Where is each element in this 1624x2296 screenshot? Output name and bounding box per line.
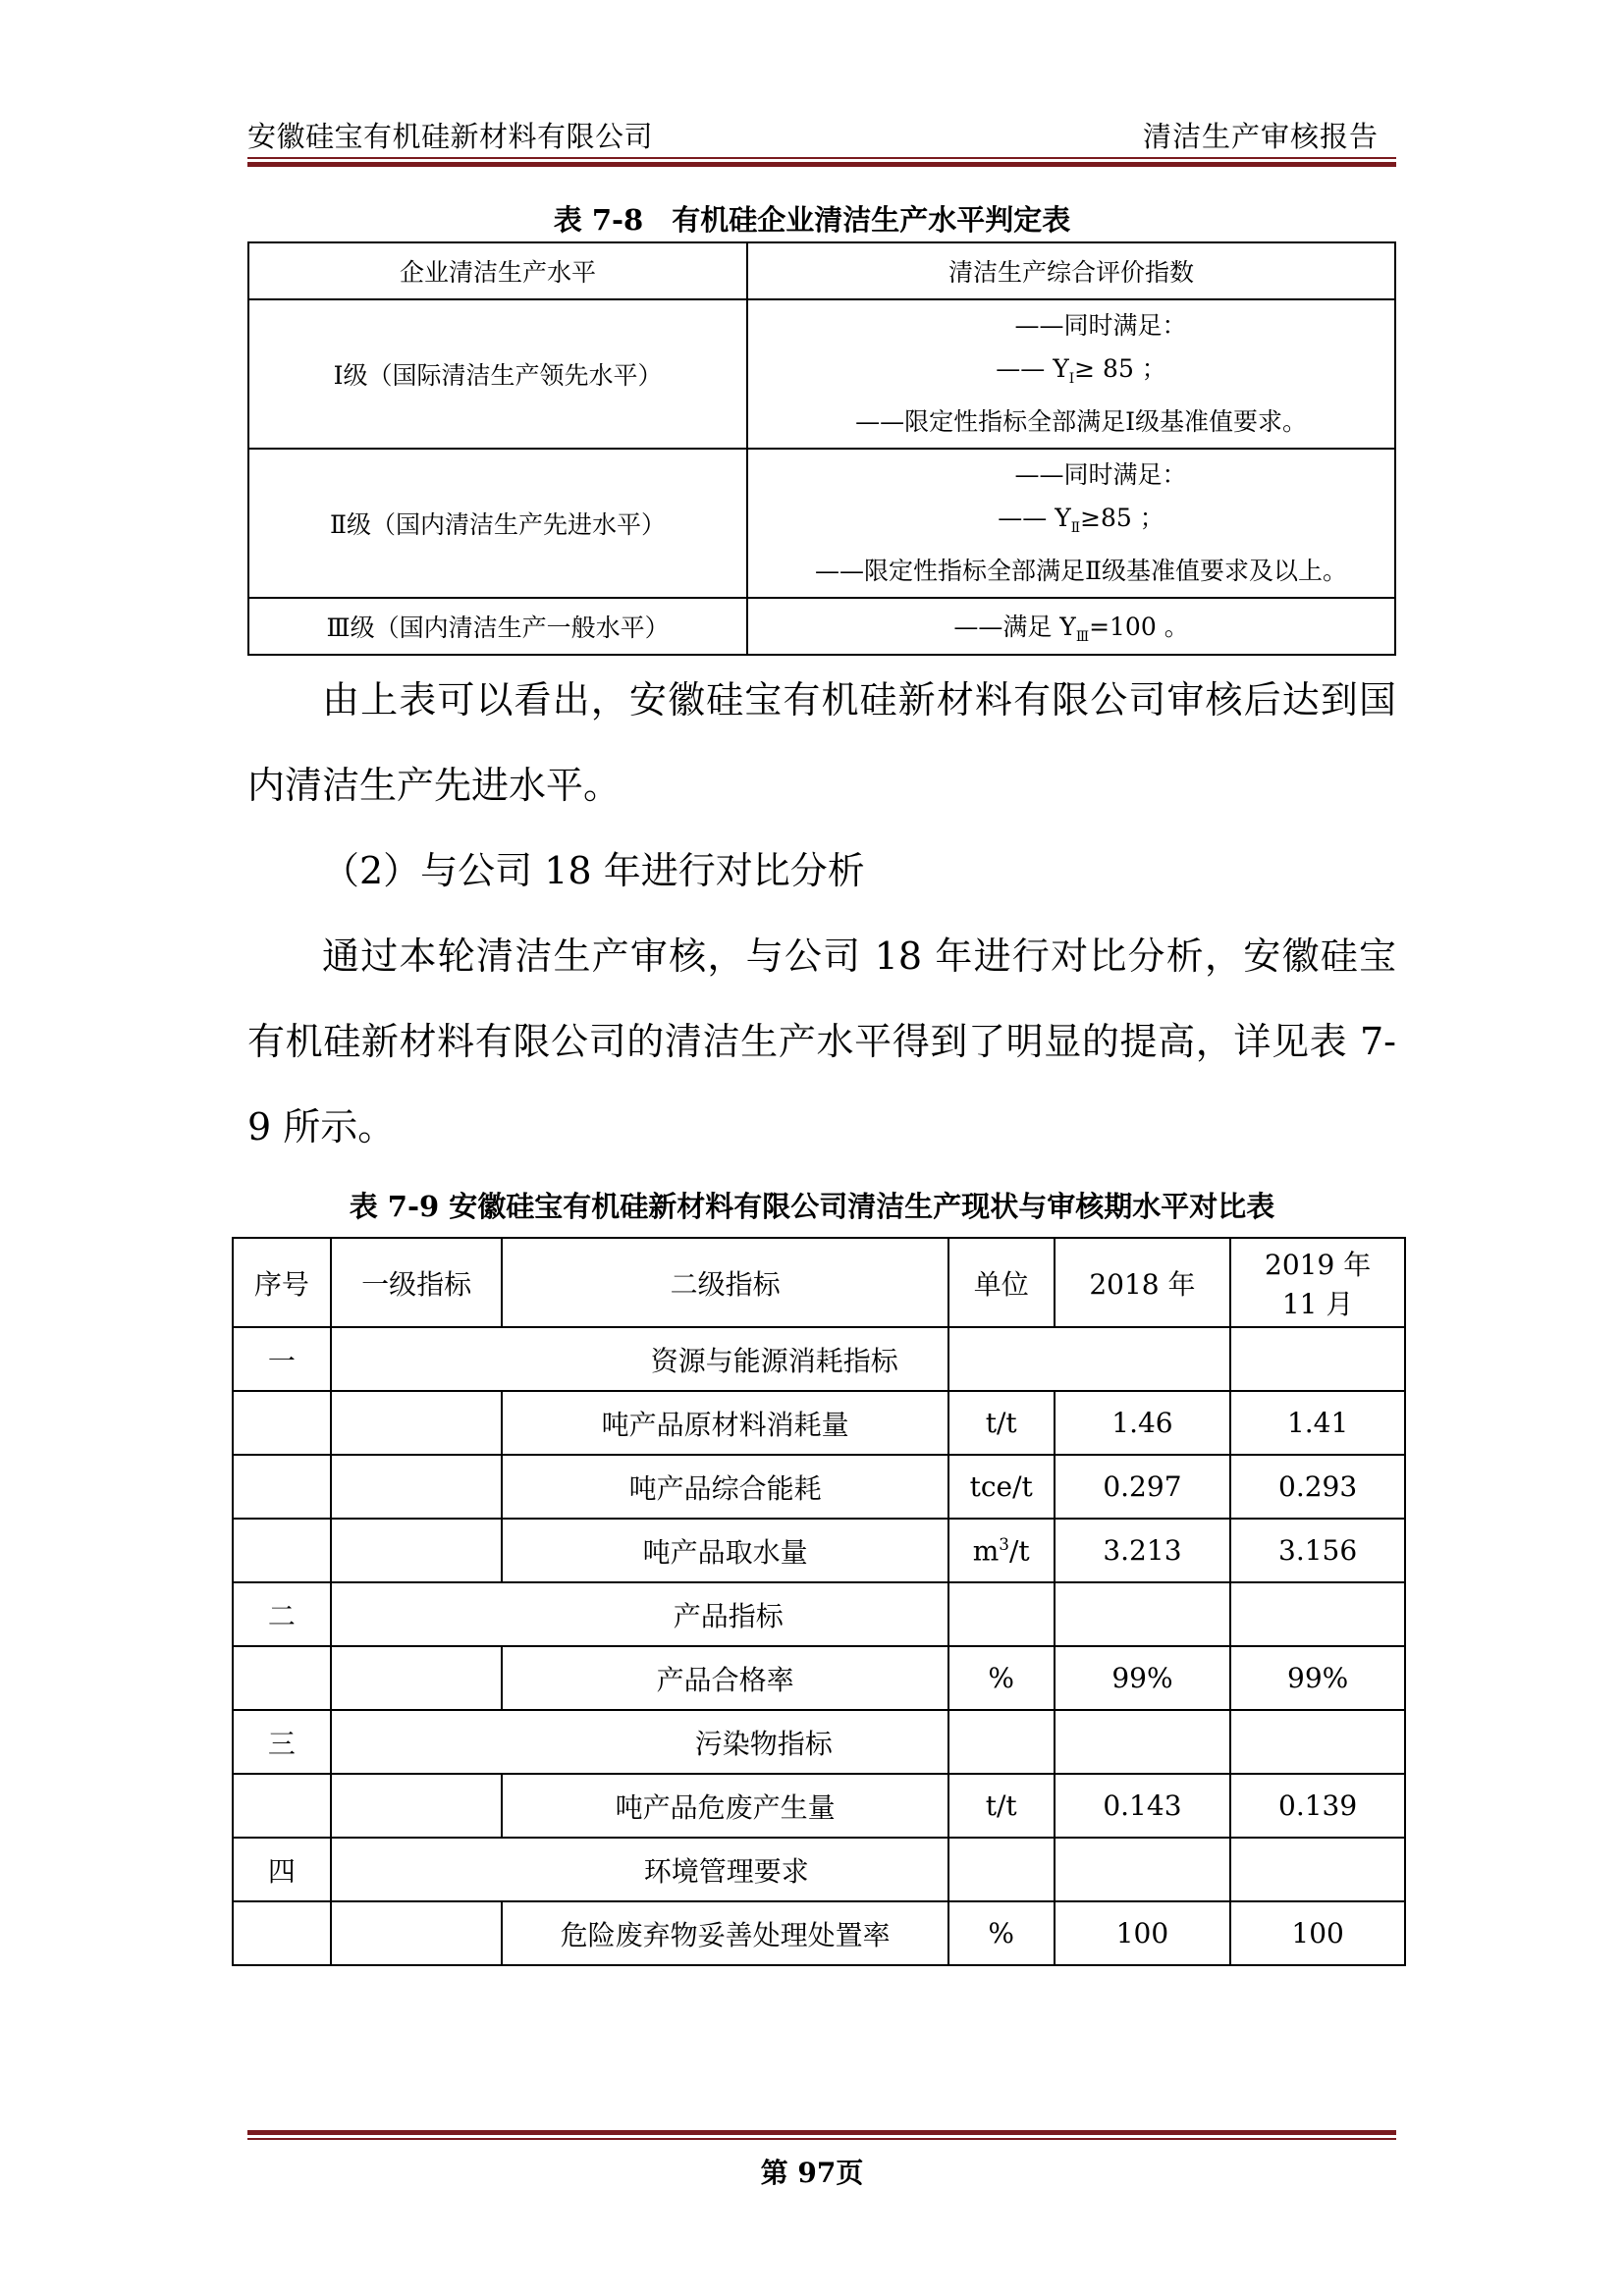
footer-rule-thin xyxy=(247,2138,1396,2140)
unit-cell: % xyxy=(948,1901,1055,1965)
paragraph-comparison: 通过本轮清洁生产审核，与公司 18 年进行对比分析，安徽硅宝有机硅新材料有限公司的清洁生产水平得到了明显的提高，详见表 7-9 所示。 xyxy=(247,934,1396,1148)
section-name: 污染物指标 xyxy=(331,1710,948,1774)
item-cell: 吨产品原材料消耗量 xyxy=(502,1391,947,1455)
value-2019: 100 xyxy=(1230,1901,1405,1965)
item-cell: 吨产品危废产生量 xyxy=(502,1774,947,1838)
header-unit: 单位 xyxy=(948,1238,1055,1327)
table-7-8 xyxy=(247,241,1396,656)
header-rule-thick xyxy=(247,162,1396,167)
section-name: 资源与能源消耗指标 xyxy=(331,1327,948,1391)
item-cell: 吨产品取水量 xyxy=(502,1519,947,1582)
header-2018: 2018 年 xyxy=(1055,1238,1231,1327)
table-7-8-header-level: 企业清洁生产水平 xyxy=(248,242,747,299)
value-2019: 3.156 xyxy=(1230,1519,1405,1582)
section-no: 二 xyxy=(233,1582,331,1646)
table-row xyxy=(233,1774,1405,1838)
section-name: 环境管理要求 xyxy=(331,1838,948,1901)
paragraph-conclusion: 由上表可以看出，安徽硅宝有机硅新材料有限公司审核后达到国内清洁生产先进水平。 xyxy=(247,678,1396,807)
section-row xyxy=(233,1838,1405,1901)
header-level1: 一级指标 xyxy=(331,1238,503,1327)
section-row xyxy=(233,1582,1405,1646)
condition-cell: ——同时满足： —— $Y_Ⅰ\ge 85$ ； ——限定性指标全部满足Ⅰ级基准值要求。 xyxy=(747,299,1395,449)
table-7-9-caption: 表 7-9 安徽硅宝有机硅新材料有限公司清洁生产现状与审核期水平对比表 xyxy=(349,1190,1275,1223)
header-company: 安徽硅宝有机硅新材料有限公司 xyxy=(247,120,654,153)
section-no: 一 xyxy=(233,1327,331,1391)
section-name: 产品指标 xyxy=(331,1582,948,1646)
table-row xyxy=(248,598,1395,655)
value-2018: 1.46 xyxy=(1055,1391,1231,1455)
table-row xyxy=(248,449,1395,598)
value-2018: 99% xyxy=(1055,1646,1231,1710)
table-7-8-caption: 表 7-8 有机硅企业清洁生产水平判定表 xyxy=(553,203,1071,237)
section-no: 四 xyxy=(233,1838,331,1901)
table-row xyxy=(248,299,1395,449)
value-2018: 100 xyxy=(1055,1901,1231,1965)
page-number: 第 97页 xyxy=(760,2157,864,2189)
footer-rule-thick xyxy=(247,2130,1396,2135)
header-2019: 2019 年 11 月 xyxy=(1230,1238,1405,1327)
item-cell: 危险废弃物妥善处理处置率 xyxy=(502,1901,947,1965)
value-2018: 0.297 xyxy=(1055,1455,1231,1519)
level-cell: Ⅱ级（国内清洁生产先进水平） xyxy=(248,449,747,598)
unit-cell: $m^3/t$ xyxy=(948,1519,1055,1582)
unit-cell: tce/t xyxy=(948,1455,1055,1519)
table-row xyxy=(233,1519,1405,1582)
table-row xyxy=(233,1391,1405,1455)
header-report-type: 清洁生产审核报告 xyxy=(1142,120,1379,153)
value-2019: 1.41 xyxy=(1230,1391,1405,1455)
paragraph-subheading: （2）与公司 18 年进行对比分析 xyxy=(322,849,865,892)
unit-cell: % xyxy=(948,1646,1055,1710)
section-row xyxy=(233,1327,1405,1391)
unit-cell: t/t xyxy=(948,1391,1055,1455)
value-2019: 0.139 xyxy=(1230,1774,1405,1838)
item-cell: 吨产品综合能耗 xyxy=(502,1455,947,1519)
header-rule-thin xyxy=(247,157,1396,159)
unit-cell: t/t xyxy=(948,1774,1055,1838)
value-2019: 0.293 xyxy=(1230,1455,1405,1519)
table-7-9 xyxy=(232,1237,1406,1966)
value-2019: 99% xyxy=(1230,1646,1405,1710)
table-7-8-header-index: 清洁生产综合评价指数 xyxy=(747,242,1395,299)
table-row xyxy=(233,1455,1405,1519)
value-2018: 3.213 xyxy=(1055,1519,1231,1582)
table-row xyxy=(233,1646,1405,1710)
table-row xyxy=(233,1901,1405,1965)
header-level2: 二级指标 xyxy=(502,1238,947,1327)
condition-cell: ——满足 $Y_Ⅲ=100$ 。 xyxy=(747,598,1395,655)
section-no: 三 xyxy=(233,1710,331,1774)
section-row xyxy=(233,1710,1405,1774)
value-2018: 0.143 xyxy=(1055,1774,1231,1838)
item-cell: 产品合格率 xyxy=(502,1646,947,1710)
condition-cell: ——同时满足： —— $Y_Ⅱ\ge 85$ ； ——限定性指标全部满足Ⅱ级基准值要求及以上。 xyxy=(747,449,1395,598)
level-cell: Ⅲ级（国内清洁生产一般水平） xyxy=(248,598,747,655)
level-cell: Ⅰ级（国际清洁生产领先水平） xyxy=(248,299,747,449)
header-no: 序号 xyxy=(233,1238,331,1327)
